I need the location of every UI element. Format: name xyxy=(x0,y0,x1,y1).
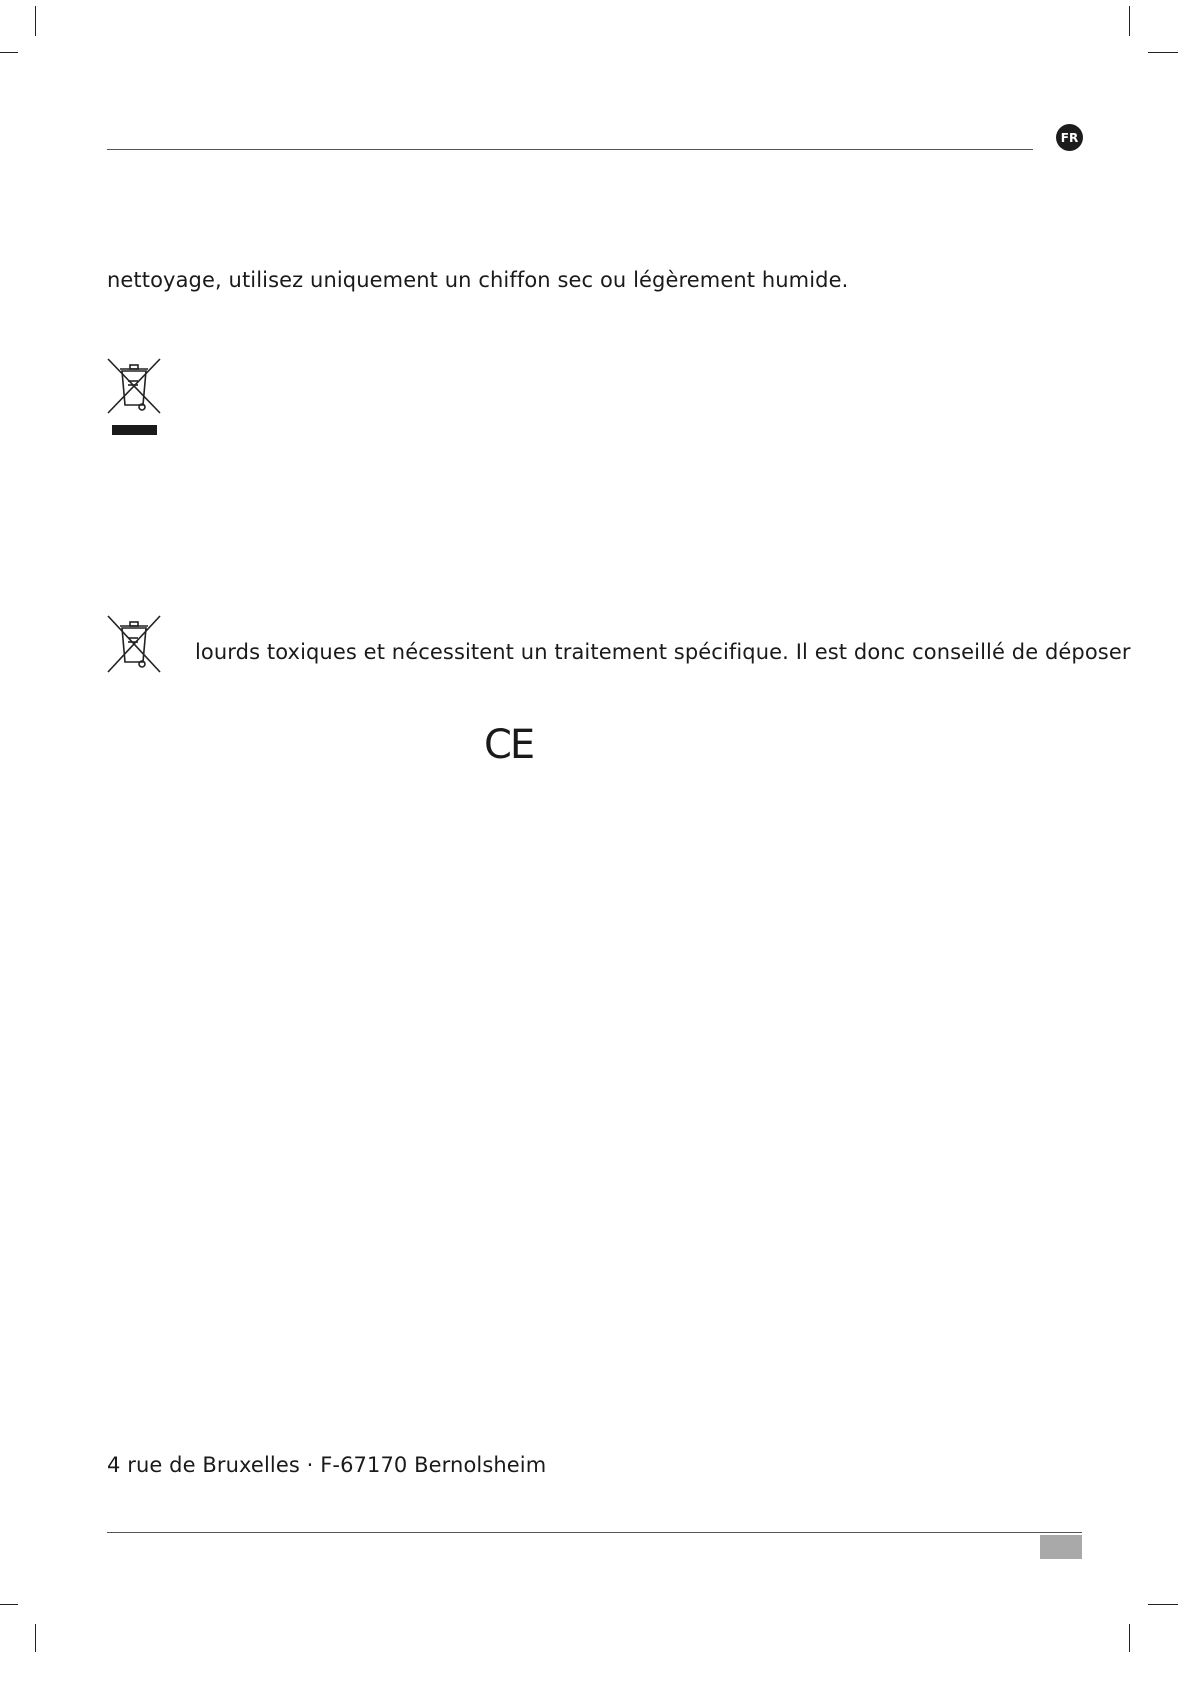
weee-bin-icon xyxy=(106,357,162,437)
battery-bin-icon xyxy=(106,614,162,674)
language-badge: FR xyxy=(1056,124,1083,151)
footer-rule xyxy=(107,1532,1082,1533)
crop-mark-top-right-h xyxy=(1148,52,1178,53)
cleaning-instruction-line: nettoyage, utilisez uniquement un chiffon sec ou légèrement humide. xyxy=(107,268,849,292)
crop-mark-bottom-left-h xyxy=(0,1604,18,1605)
crop-mark-bottom-right-v xyxy=(1129,1624,1130,1652)
ce-mark: CE xyxy=(484,722,534,768)
crop-mark-top-left-v xyxy=(35,6,36,36)
crop-mark-bottom-left-v xyxy=(35,1624,36,1652)
crop-mark-top-right-v xyxy=(1129,6,1130,36)
header-rule xyxy=(107,149,1033,150)
battery-disposal-line: lourds toxiques et nécessitent un traitement spécifique. Il est donc conseillé de déposer xyxy=(195,640,1131,664)
crop-mark-top-left-h xyxy=(0,52,18,53)
crop-mark-bottom-right-h xyxy=(1148,1604,1178,1605)
page-number-tab xyxy=(1040,1535,1082,1559)
company-address: 4 rue de Bruxelles · F-67170 Bernolsheim xyxy=(107,1453,547,1477)
